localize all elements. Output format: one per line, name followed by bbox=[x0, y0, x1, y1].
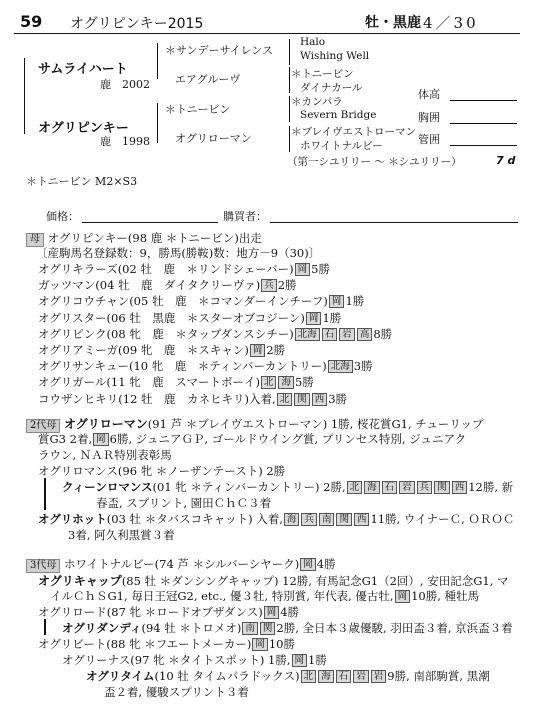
queen-romance-text: (01 牝 ＊ティンバーカントリー) 2勝, bbox=[152, 480, 346, 494]
buyer-field[interactable] bbox=[270, 222, 518, 223]
oguri-time-line2: 盃２着, 優駿スプリント３着 bbox=[104, 685, 249, 699]
oguri-dandy-line bbox=[62, 620, 513, 636]
badge: 西 bbox=[452, 481, 468, 494]
badge: 北 bbox=[347, 481, 363, 494]
dam-offspring-row bbox=[38, 277, 297, 293]
header-rule bbox=[14, 33, 520, 34]
dam-offspring-row bbox=[38, 342, 285, 358]
sire-bracket bbox=[157, 43, 158, 79]
ogri-hot-after: 11勝, ウイナーＣ, ＯＲＯＣ bbox=[370, 512, 515, 526]
lot-number: 59 bbox=[20, 12, 43, 31]
sire-name: サムライハート bbox=[38, 62, 128, 77]
badge: 関 bbox=[434, 481, 450, 494]
third-dam-tag: 3代母 bbox=[26, 559, 60, 573]
second-dam-line-b bbox=[62, 479, 513, 495]
girth-label: 胸囲 bbox=[418, 111, 440, 124]
oguri-cap-name: オグリキャップ bbox=[38, 574, 122, 588]
ds-bracket bbox=[289, 96, 290, 122]
oguri-dandy-name: オグリダンディ bbox=[62, 621, 142, 635]
badge: 海 bbox=[284, 513, 300, 526]
offspring-text: オグリピンク(08 牝 鹿 ＊タップダンスシチー) bbox=[38, 326, 294, 341]
dam-info: 鹿 1998 bbox=[100, 135, 150, 148]
offspring-wins: 1勝 bbox=[322, 310, 342, 325]
dam-name: オグリピンキー bbox=[38, 121, 129, 136]
oguri-dandy-text: (94 牡 ＊トロメオ) bbox=[141, 621, 242, 635]
offspring-text: オグリスター(06 牡 黒鹿 ＊スターオブコジーン) bbox=[38, 310, 305, 325]
badge: 岩 bbox=[399, 481, 415, 494]
offspring-text: オグリサンキュー(10 牝 鹿 ＊ティンバーカントリー) bbox=[38, 359, 327, 374]
track-badge: 岡 bbox=[295, 263, 311, 276]
badge: 関 bbox=[336, 513, 352, 526]
sire-dam: エアグルーヴ bbox=[175, 73, 241, 86]
offspring-wins: 2勝 bbox=[266, 343, 286, 357]
track-badge: 高 bbox=[357, 328, 373, 341]
queen-romance-name: クィーンロマンス bbox=[62, 480, 153, 494]
badge: 兵 bbox=[301, 513, 317, 526]
sale-date: 4／30 bbox=[423, 14, 479, 32]
offspring-wins: 3勝 bbox=[353, 359, 373, 374]
second-dam-line-a: オグリロマンス(96 牝 ＊ノーザンテースト) 2勝 bbox=[38, 464, 286, 478]
oguri-time-text: (10 牡 タイムパラドックス) bbox=[154, 669, 300, 683]
horse-title: オグリピンキー2015 bbox=[70, 16, 204, 32]
track-badge: 岡 bbox=[250, 344, 266, 357]
pedigree-bracket bbox=[24, 58, 25, 134]
second-dam-bar bbox=[44, 478, 46, 510]
girth-field[interactable] bbox=[450, 123, 517, 124]
offspring-text: コウザンヒキリ(12 牡 鹿 カネヒキリ)入着, bbox=[38, 391, 276, 406]
badge: 兵 bbox=[417, 481, 433, 494]
ogri-hot-text: (03 牡 ＊タバスコキャット) 入着, bbox=[106, 512, 283, 526]
second-dam-line-b2: 春盃, スプリント, 園田ＣｈＣ３着 bbox=[96, 496, 272, 510]
price-label: 価格： bbox=[46, 210, 79, 223]
oguri-cap-text: (85 牡 ＊ダンシングキャップ) 12勝, 有馬記念G1（2回）, 安田記念G1, マ bbox=[121, 574, 509, 588]
offspring-wins: 5勝 bbox=[295, 375, 314, 390]
sire-info: 鹿 2002 bbox=[100, 78, 150, 91]
dam-sire: ＊トニービン bbox=[165, 103, 231, 116]
badge: 岡 bbox=[93, 433, 109, 446]
offspring-text: ガッツマン(04 牡 鹿 ダイタクリーヴァ) bbox=[38, 278, 261, 293]
offspring-wins: 3勝 bbox=[328, 391, 348, 406]
second-dam-line-c2: 3着, 阿久利黒賞３着 bbox=[68, 528, 175, 542]
oguri-road-text: オグリロード(87 牝 ＊ロードオブザダンス) bbox=[38, 605, 263, 619]
track-badge: 兵 bbox=[261, 279, 277, 292]
oguri-venus-after: 1勝 bbox=[308, 653, 327, 667]
oguri-cap-after: 10勝, 種牡馬 bbox=[411, 589, 480, 603]
offspring-wins: 5勝 bbox=[311, 262, 330, 276]
second-dam-desc1: (91 芦 ＊ブレイヴエストローマン) 1勝, 桜花賞G1, チューリップ bbox=[147, 417, 484, 431]
track-badge: 岩 bbox=[339, 328, 355, 341]
badge: 岡 bbox=[300, 558, 316, 571]
badge: 石 bbox=[336, 670, 352, 683]
badge: 海 bbox=[364, 481, 380, 494]
oguri-venus-line bbox=[62, 652, 327, 668]
oguri-time-line bbox=[86, 668, 490, 684]
ss-bracket bbox=[289, 39, 290, 65]
cannon-label: 管囲 bbox=[418, 133, 440, 146]
badge: 岡 bbox=[395, 590, 411, 603]
oguri-road-after: 4勝 bbox=[280, 605, 300, 619]
inbreeding-note: ＊トニービン M2×S3 bbox=[26, 175, 138, 188]
dam-offspring-row bbox=[38, 326, 392, 342]
family-number: 7 d bbox=[496, 154, 516, 167]
sd-dam: ダイナカール bbox=[300, 82, 363, 94]
second-dam-name: オグリローマン bbox=[64, 417, 148, 431]
sex-color: 牡・黒鹿 bbox=[365, 15, 421, 31]
track-badge: 北海 bbox=[328, 360, 353, 373]
offspring-wins: 8勝 bbox=[373, 326, 393, 341]
third-dam-after: 4勝 bbox=[316, 557, 336, 571]
offspring-text: オグリコウチャン(05 牡 鹿 ＊コマンダーインチーフ) bbox=[38, 294, 328, 309]
second-dam-desc2: 賞G3 2着, bbox=[38, 432, 93, 446]
track-badge: 関 bbox=[294, 393, 310, 406]
offspring-wins: 2勝 bbox=[277, 278, 297, 293]
oguri-beat-text: オグリビート(88 牝 ＊フエートメーカー) bbox=[38, 637, 252, 651]
badge: 西 bbox=[354, 513, 370, 526]
track-badge: 岡 bbox=[329, 295, 345, 308]
third-dam-text: ホワイトナルビー(74 芦 ＊シルバーシヤーク) bbox=[64, 557, 300, 571]
oguri-beat-after: 10勝 bbox=[268, 637, 295, 651]
track-badge: 海 bbox=[278, 376, 294, 389]
third-dam-bar bbox=[44, 619, 46, 635]
dam-offspring-row bbox=[38, 391, 347, 407]
sire-sire: ＊サンデーサイレンス bbox=[165, 44, 274, 57]
buyer-label: 購買者： bbox=[223, 210, 267, 223]
dam-bracket bbox=[157, 103, 158, 143]
oguri-cap-text2: イルＣｈＳG1, 毎日王冠G2, etc., 優３牡, 特別賞, 年代表, 優古牡, bbox=[50, 589, 394, 603]
ss-dam: Wishing Well bbox=[300, 50, 370, 62]
dd-dam: ホワイトナルビー bbox=[300, 140, 383, 152]
dam-section-line2: 〔産駒馬名登録数：9，勝馬(勝鞍)数：地方－9（30)〕 bbox=[36, 246, 321, 260]
track-badge: 岡 bbox=[306, 312, 322, 325]
price-field[interactable] bbox=[82, 222, 218, 223]
dam-offspring-row bbox=[38, 374, 314, 390]
second-dam-tag: 2代母 bbox=[26, 419, 60, 433]
oguri-time-name: オグリタイム bbox=[86, 669, 155, 683]
badge: 岩 bbox=[353, 670, 369, 683]
sd-sire: ＊トニービン bbox=[291, 68, 354, 80]
badge: 関 bbox=[260, 622, 276, 635]
badge: 岡 bbox=[264, 606, 280, 619]
badge: 南 bbox=[319, 513, 335, 526]
oguri-dandy-after: 2勝, 全日本３歳優駿, 羽田盃３着, 京浜盃３着 bbox=[276, 621, 513, 635]
badge: 海 bbox=[318, 670, 334, 683]
dam-tag: 母 bbox=[26, 233, 44, 247]
offspring-text: オグリキラーズ(02 牡 鹿 ＊リンドシェーバー) bbox=[38, 262, 294, 276]
track-badge: 北海 bbox=[295, 328, 320, 341]
second-dam-desc2b: 6勝, ジュニアＧＰ, ゴールドウイング賞, プリンセス特別, ジュニアク bbox=[109, 432, 467, 446]
height-label: 体高 bbox=[418, 88, 440, 101]
oguri-venus-text: オグリーナス(97 牝 ＊タイトスポット) 1勝, bbox=[62, 653, 291, 667]
second-dam-line-c bbox=[38, 511, 514, 527]
badge: 南 bbox=[242, 622, 258, 635]
offspring-text: オグリアミーガ(09 牝 鹿 ＊スキャン) bbox=[38, 343, 249, 357]
queen-romance-after: 12勝, 新 bbox=[468, 480, 514, 494]
ogri-hot-name: オグリホット bbox=[38, 512, 107, 526]
dam-offspring-row bbox=[38, 293, 364, 309]
dam-offspring-row bbox=[38, 261, 330, 277]
track-badge: 北 bbox=[277, 393, 293, 406]
dam-dam: オグリローマン bbox=[175, 132, 252, 145]
dd-sire: ＊ブレイヴエストローマン bbox=[291, 126, 417, 138]
track-badge: 西 bbox=[312, 393, 328, 406]
height-field[interactable] bbox=[450, 100, 517, 101]
ds-dam: Severn Bridge bbox=[300, 109, 377, 121]
family-note: （第一シユリリー ～ ＊シユリリー） bbox=[287, 156, 462, 168]
ss-sire: Halo bbox=[300, 36, 326, 48]
ds-sire: ＊カンパラ bbox=[291, 96, 343, 108]
oguri-time-after: 9勝, 南部駒賞, 黒潮 bbox=[387, 669, 490, 683]
dam-line1-text: オグリピンキー(98 鹿 ＊トニービン)出走 bbox=[47, 231, 262, 245]
dam-offspring-row bbox=[38, 358, 373, 374]
second-dam-desc3: ラウン, ＮＡＲ特別表彰馬 bbox=[38, 448, 172, 462]
sd-bracket bbox=[289, 67, 290, 93]
offspring-text: オグリガール(11 牝 鹿 スマートボーイ) bbox=[38, 375, 260, 390]
dd-bracket bbox=[289, 126, 290, 152]
oguri-cap-line bbox=[38, 572, 509, 589]
badge: 岡 bbox=[292, 654, 308, 667]
third-dam-line bbox=[26, 556, 336, 573]
dam-offspring-row bbox=[38, 310, 341, 326]
oguri-beat-line bbox=[38, 636, 295, 652]
oguri-road-line bbox=[38, 604, 299, 620]
offspring-wins: 1勝 bbox=[345, 294, 365, 309]
track-badge: 石 bbox=[322, 328, 338, 341]
oguri-cap-line2 bbox=[50, 588, 479, 604]
badge: 石 bbox=[382, 481, 398, 494]
cannon-field[interactable] bbox=[450, 145, 517, 146]
badge: 北 bbox=[301, 670, 317, 683]
badge: 岩 bbox=[371, 670, 387, 683]
badge: 岡 bbox=[252, 638, 268, 651]
track-badge: 北 bbox=[261, 376, 277, 389]
second-dam-desc2-line bbox=[38, 431, 466, 447]
